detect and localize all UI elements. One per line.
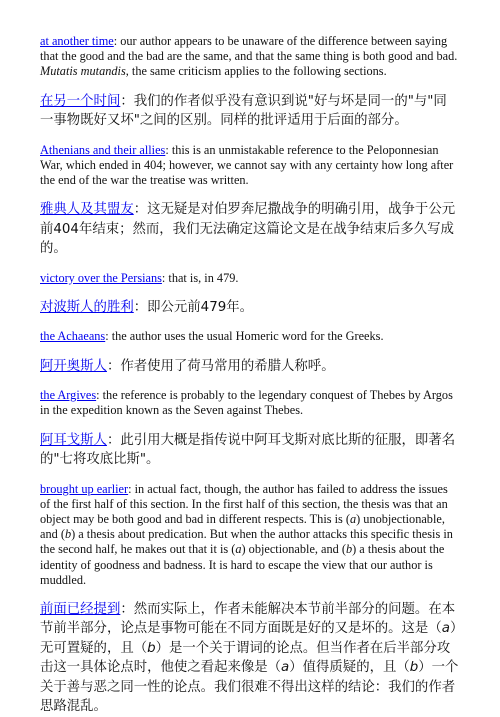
note-zh-athenians	[40, 200, 460, 259]
note-zh-at-another-time	[40, 92, 460, 131]
note-term-link[interactable]: Athenians and their allies	[40, 142, 166, 157]
note-italic-letter: a	[235, 542, 242, 557]
note-term-link[interactable]: the Argives	[40, 388, 97, 403]
note-text: : our author appears to be unaware of the difference between saying that the good and the bad are the same, and that the same thing is both good and bad.	[40, 34, 458, 64]
note-zh-argives	[40, 431, 460, 470]
note-italic-letter: a	[441, 621, 450, 637]
note-text: ：此引用大概是指传说中阿耳戈斯对底比斯的征服，即著名的"七将攻底比斯"。	[40, 432, 456, 468]
note-term-link[interactable]: 在另一个时间	[40, 93, 121, 109]
note-text: ：即公元前479年。	[133, 299, 254, 315]
note-en-persians	[40, 271, 460, 286]
note-zh-achaeans	[40, 357, 460, 377]
note-text: ）是一个关于谓词的论点。但当作者在后半部分攻击这一具体论点时，他使之看起来像是（	[40, 640, 451, 676]
note-term-link[interactable]: victory over the Persians	[40, 270, 162, 285]
note-text: : this is an unmistakable reference to the Peloponnesian War, which ended in 404; however, we cannot say with any certainty how long after the end of the war the treatise was written.	[40, 142, 454, 188]
note-text: ）值得质疑的，且（	[289, 660, 410, 676]
note-text: ）一个关于善与恶之同一性的论点。我们很难不得出这样的结论：我们的作者思路混乱。	[40, 660, 459, 715]
note-term-link[interactable]: 阿开奥斯人	[40, 358, 107, 374]
note-text: , the same criticism applies to the following sections.	[125, 64, 387, 79]
note-text: ：我们的作者似乎没有意识到说"好与坏是同一的"与"同一事物既好又坏"之间的区别。同样的批评适用于后面的部分。	[40, 93, 447, 129]
note-italic-letter: b	[345, 542, 353, 557]
note-text: : the reference is probably to the legendary conquest of Thebes by Argos in the expedition known as the Seven against Thebes.	[40, 388, 453, 418]
note-text: ：作者使用了荷马常用的希腊人称呼。	[106, 358, 335, 374]
note-text: : in actual fact, though, the author has failed to address the issues of the first half of this section. In the first half of this section, the thesis was that an object may be both good and bad in different respects. This is (	[40, 481, 448, 526]
note-text: : the author uses the usual Homeric word for the Greeks.	[105, 329, 384, 344]
note-en-achaeans	[40, 329, 460, 344]
note-italic-phrase: Mutatis mutandis	[40, 64, 126, 79]
note-term-link[interactable]: the Achaeans	[40, 329, 106, 344]
note-zh-brought-up-earlier	[40, 600, 460, 717]
note-term-link[interactable]: at another time	[40, 34, 114, 48]
note-text: ：这无疑是对伯罗奔尼撒战争的明确引用，战争于公元前404年结束；然而，我们无法确定这篇论文是在战争结束后多久写成的。	[40, 202, 456, 257]
note-text: ) unobjectionable, and (	[40, 511, 445, 542]
note-term-link[interactable]: 阿耳戈斯人	[40, 432, 107, 448]
note-text: ）无可置疑的，且（	[40, 621, 457, 656]
note-en-argives	[40, 388, 460, 418]
note-text: ) a thesis about the identity of goodness and badness. It is hard to escape the view that our author is muddled.	[40, 542, 445, 587]
note-term-link[interactable]: 对波斯人的胜利	[40, 299, 134, 315]
note-en-at-another-time	[40, 34, 460, 80]
note-en-athenians	[40, 143, 460, 189]
note-term-link[interactable]: 雅典人及其盟友	[40, 202, 134, 218]
note-term-link[interactable]: 前面已经提到	[40, 601, 121, 617]
note-term-link[interactable]: brought up earlier	[40, 481, 129, 496]
note-en-brought-up-earlier	[40, 482, 460, 588]
note-italic-letter: b	[147, 640, 156, 656]
note-text: ) a thesis about predication. But when the author attacks this specific thesis in the second half, he makes out that it is (	[40, 527, 453, 557]
note-italic-letter: b	[409, 660, 419, 676]
note-text: ：然而实际上，作者未能解决本节前半部分的问题。在本节前半部分，论点是事物可能在不同方面既是好的又是坏的。这是（	[40, 601, 456, 637]
note-italic-letter: a	[349, 511, 357, 526]
note-text: ) objectionable, and (	[241, 542, 346, 557]
note-zh-persians	[40, 298, 460, 318]
note-italic-letter: b	[64, 527, 72, 542]
note-text: : that is, in 479.	[161, 270, 239, 285]
note-italic-letter: a	[281, 660, 290, 676]
